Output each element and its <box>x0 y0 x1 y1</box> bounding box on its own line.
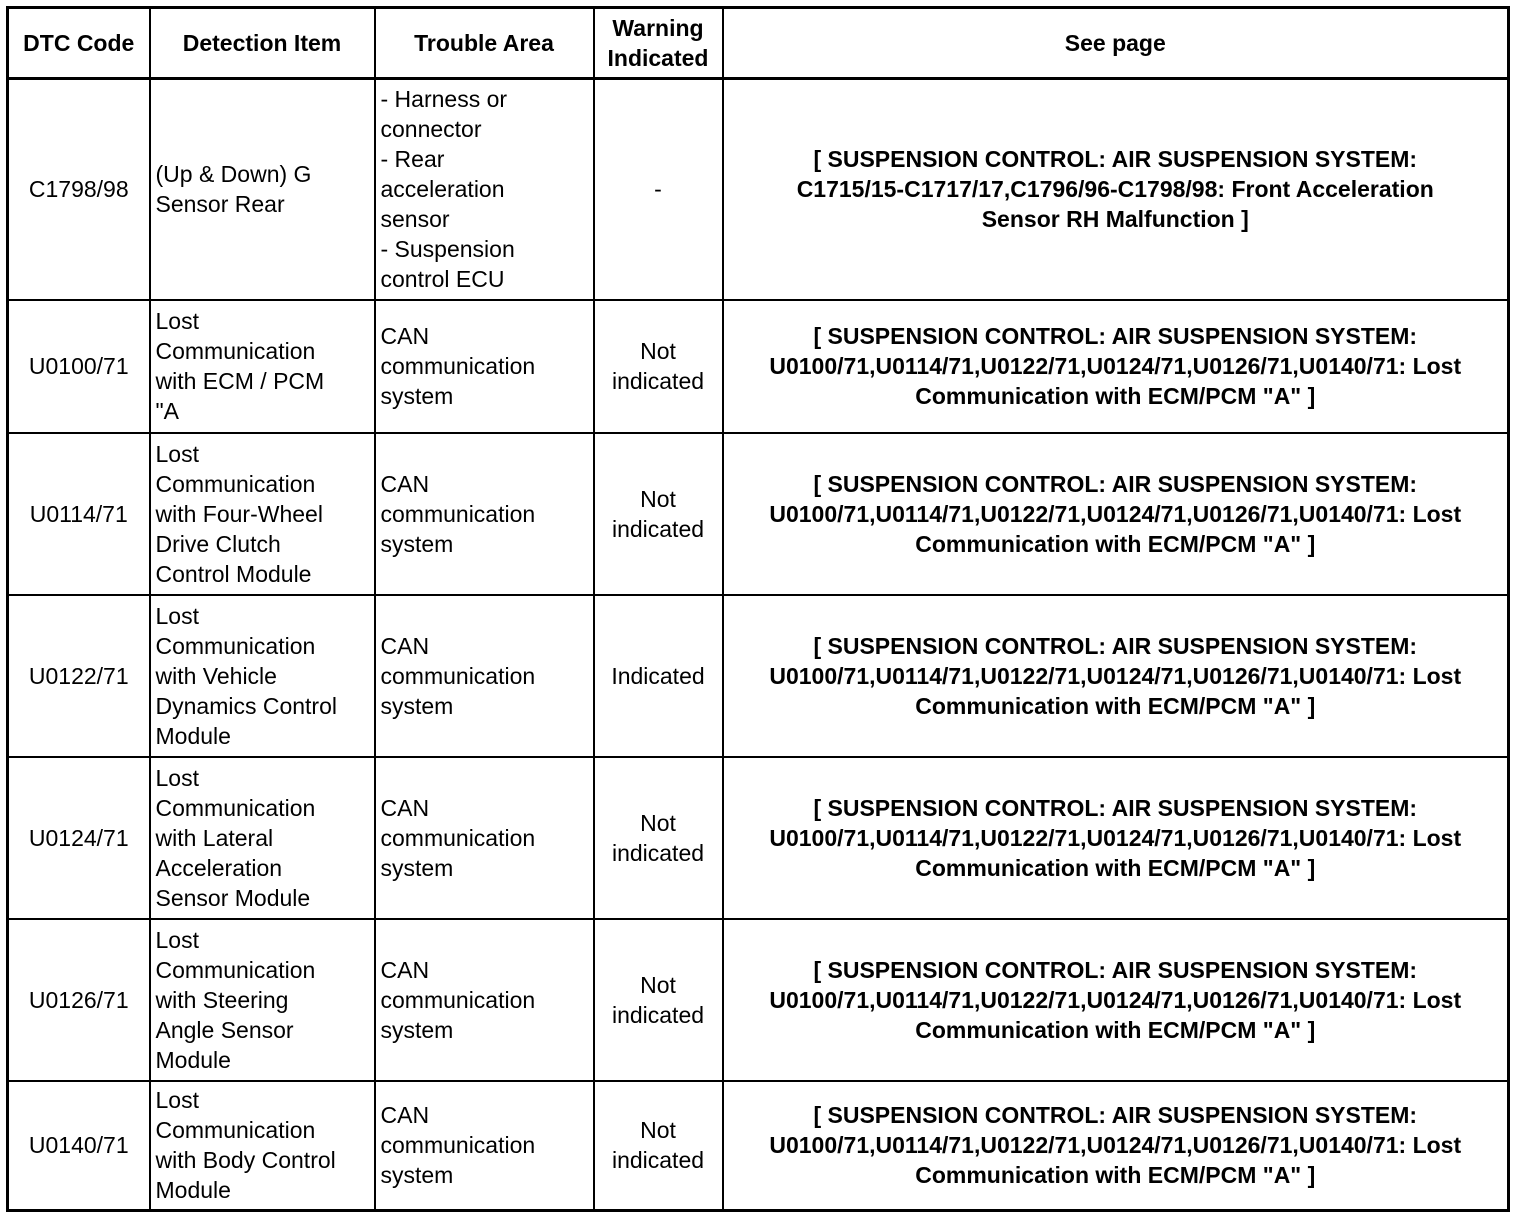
trouble-area-cell: - Harness or connector - Rear acceleration sensor - Suspension control ECU <box>375 79 594 300</box>
table-row <box>8 595 1509 757</box>
trouble-area-cell: CAN communication system <box>375 300 594 433</box>
see-page-link[interactable]: [ SUSPENSION CONTROL: AIR SUSPENSION SYSTEM: U0100/71,U0114/71,U0122/71,U0124/71,U0126/71,U0140/71: Lost Communication with ECM/PCM "A" ] <box>723 919 1509 1081</box>
warning-indicated-cell: Not indicated <box>594 919 723 1081</box>
trouble-area-cell: CAN communication system <box>375 433 594 595</box>
dtc-code-cell: C1798/98 <box>8 79 150 300</box>
header-trouble-area: Trouble Area <box>375 8 594 79</box>
see-page-link[interactable]: [ SUSPENSION CONTROL: AIR SUSPENSION SYSTEM: U0100/71,U0114/71,U0122/71,U0124/71,U0126/71,U0140/71: Lost Communication with ECM/PCM "A" ] <box>723 757 1509 919</box>
table-row <box>8 300 1509 433</box>
see-page-link[interactable]: [ SUSPENSION CONTROL: AIR SUSPENSION SYSTEM: U0100/71,U0114/71,U0122/71,U0124/71,U0126/71,U0140/71: Lost Communication with ECM/PCM "A" ] <box>723 1081 1509 1211</box>
header-detection-item: Detection Item <box>150 8 375 79</box>
header-row <box>8 8 1509 79</box>
detection-item-cell: Lost Communication with Lateral Acceleration Sensor Module <box>150 757 375 919</box>
trouble-area-cell: CAN communication system <box>375 919 594 1081</box>
warning-indicated-cell: Not indicated <box>594 1081 723 1211</box>
header-dtc-code: DTC Code <box>8 8 150 79</box>
table-row <box>8 433 1509 595</box>
warning-indicated-cell: Not indicated <box>594 433 723 595</box>
dtc-code-cell: U0114/71 <box>8 433 150 595</box>
dtc-code-cell: U0124/71 <box>8 757 150 919</box>
header-warning-indicated: Warning Indicated <box>594 8 723 79</box>
warning-indicated-cell: Not indicated <box>594 757 723 919</box>
dtc-code-cell: U0126/71 <box>8 919 150 1081</box>
detection-item-cell: Lost Communication with ECM / PCM "A <box>150 300 375 433</box>
warning-indicated-cell: Indicated <box>594 595 723 757</box>
trouble-area-cell: CAN communication system <box>375 1081 594 1211</box>
header-see-page: See page <box>723 8 1509 79</box>
detection-item-cell: Lost Communication with Four-Wheel Drive Clutch Control Module <box>150 433 375 595</box>
see-page-link[interactable]: [ SUSPENSION CONTROL: AIR SUSPENSION SYSTEM: C1715/15-C1717/17,C1796/96-C1798/98: Front Acceleration Sensor RH Malfunction ] <box>723 79 1509 300</box>
dtc-code-cell: U0100/71 <box>8 300 150 433</box>
table-row <box>8 919 1509 1081</box>
detection-item-cell: Lost Communication with Body Control Module <box>150 1081 375 1211</box>
warning-indicated-cell: - <box>594 79 723 300</box>
detection-item-cell: Lost Communication with Vehicle Dynamics Control Module <box>150 595 375 757</box>
warning-indicated-cell: Not indicated <box>594 300 723 433</box>
trouble-area-cell: CAN communication system <box>375 595 594 757</box>
detection-item-cell: (Up & Down) G Sensor Rear <box>150 79 375 300</box>
see-page-link[interactable]: [ SUSPENSION CONTROL: AIR SUSPENSION SYSTEM: U0100/71,U0114/71,U0122/71,U0124/71,U0126/71,U0140/71: Lost Communication with ECM/PCM "A" ] <box>723 433 1509 595</box>
dtc-code-cell: U0122/71 <box>8 595 150 757</box>
dtc-table <box>6 6 1510 1212</box>
table-row <box>8 1081 1509 1211</box>
table-row <box>8 757 1509 919</box>
table-row <box>8 79 1509 300</box>
trouble-area-cell: CAN communication system <box>375 757 594 919</box>
detection-item-cell: Lost Communication with Steering Angle Sensor Module <box>150 919 375 1081</box>
dtc-code-cell: U0140/71 <box>8 1081 150 1211</box>
see-page-link[interactable]: [ SUSPENSION CONTROL: AIR SUSPENSION SYSTEM: U0100/71,U0114/71,U0122/71,U0124/71,U0126/71,U0140/71: Lost Communication with ECM/PCM "A" ] <box>723 300 1509 433</box>
see-page-link[interactable]: [ SUSPENSION CONTROL: AIR SUSPENSION SYSTEM: U0100/71,U0114/71,U0122/71,U0124/71,U0126/71,U0140/71: Lost Communication with ECM/PCM "A" ] <box>723 595 1509 757</box>
